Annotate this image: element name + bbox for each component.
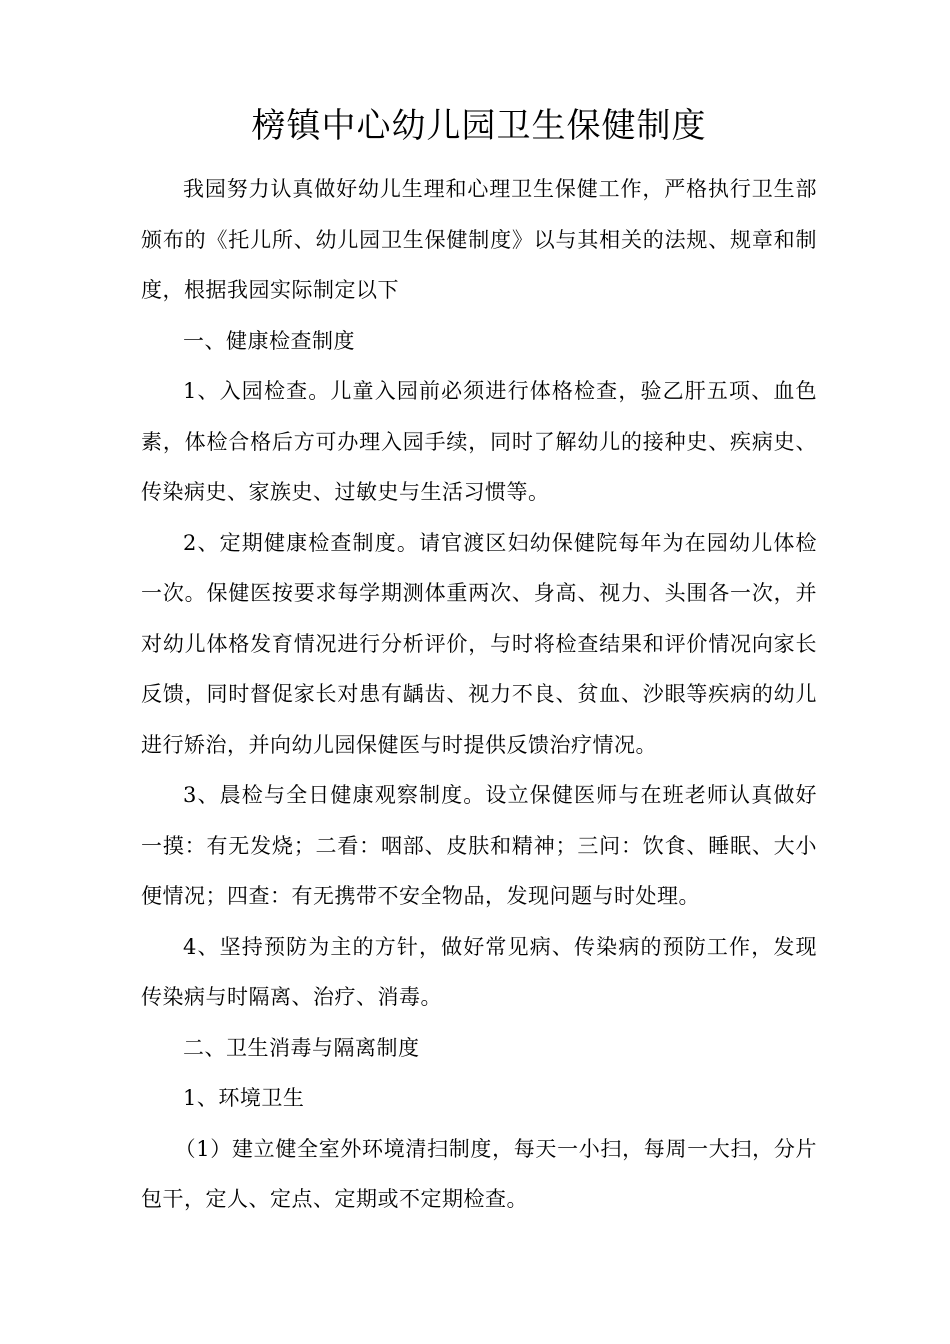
paragraph-prevention: 4、坚持预防为主的方针，做好常见病、传染病的预防工作，发现传染病与时隔离、治疗、消毒。 bbox=[141, 934, 817, 1009]
section-heading-disinfection: 二、卫生消毒与隔离制度 bbox=[183, 1035, 420, 1060]
subsection-heading-environment: 1、环境卫生 bbox=[183, 1086, 305, 1110]
paragraph-morning-check: 3、晨检与全日健康观察制度。设立保健医师与在班老师认真做好一摸：有无发烧；二看：咽部、皮肤和精神；三问：饮食、睡眠、大小便情况；四查：有无携带不安全物品，发现问题与时处理。 bbox=[141, 783, 817, 908]
document-page bbox=[141, 96, 817, 1225]
document-title: 榜镇中心幼儿园卫生保健制度 bbox=[251, 106, 707, 146]
section-heading-health-check: 一、健康检查制度 bbox=[183, 328, 355, 353]
paragraph-intro: 我园努力认真做好幼儿生理和心理卫生保健工作，严格执行卫生部颁布的《托儿所、幼儿园卫生保健制度》以与其相关的法规、规章和制度，根据我园实际制定以下 bbox=[141, 177, 817, 302]
paragraph-admission-check: 1、入园检查。儿童入园前必须进行体格检查，验乙肝五项、血色素，体检合格后方可办理入园手续，同时了解幼儿的接种史、疾病史、传染病史、家族史、过敏史与生活习惯等。 bbox=[141, 379, 817, 504]
paragraph-periodic-check: 2、定期健康检查制度。请官渡区妇幼保健院每年为在园幼儿体检一次。保健医按要求每学期测体重两次、身高、视力、头围各一次，并对幼儿体格发育情况进行分析评价，与时将检查结果和评价情况向家长反馈，同时督促家长对患有龋齿、视力不良、贫血、沙眼等疾病的幼儿进行矫治，并向幼儿园保健医与时提供反馈治疗情况。 bbox=[141, 530, 817, 757]
paragraph-cleaning-system: （1）建立健全室外环境清扫制度，每天一小扫，每周一大扫，分片包干，定人、定点、定期或不定期检查。 bbox=[141, 1136, 817, 1211]
